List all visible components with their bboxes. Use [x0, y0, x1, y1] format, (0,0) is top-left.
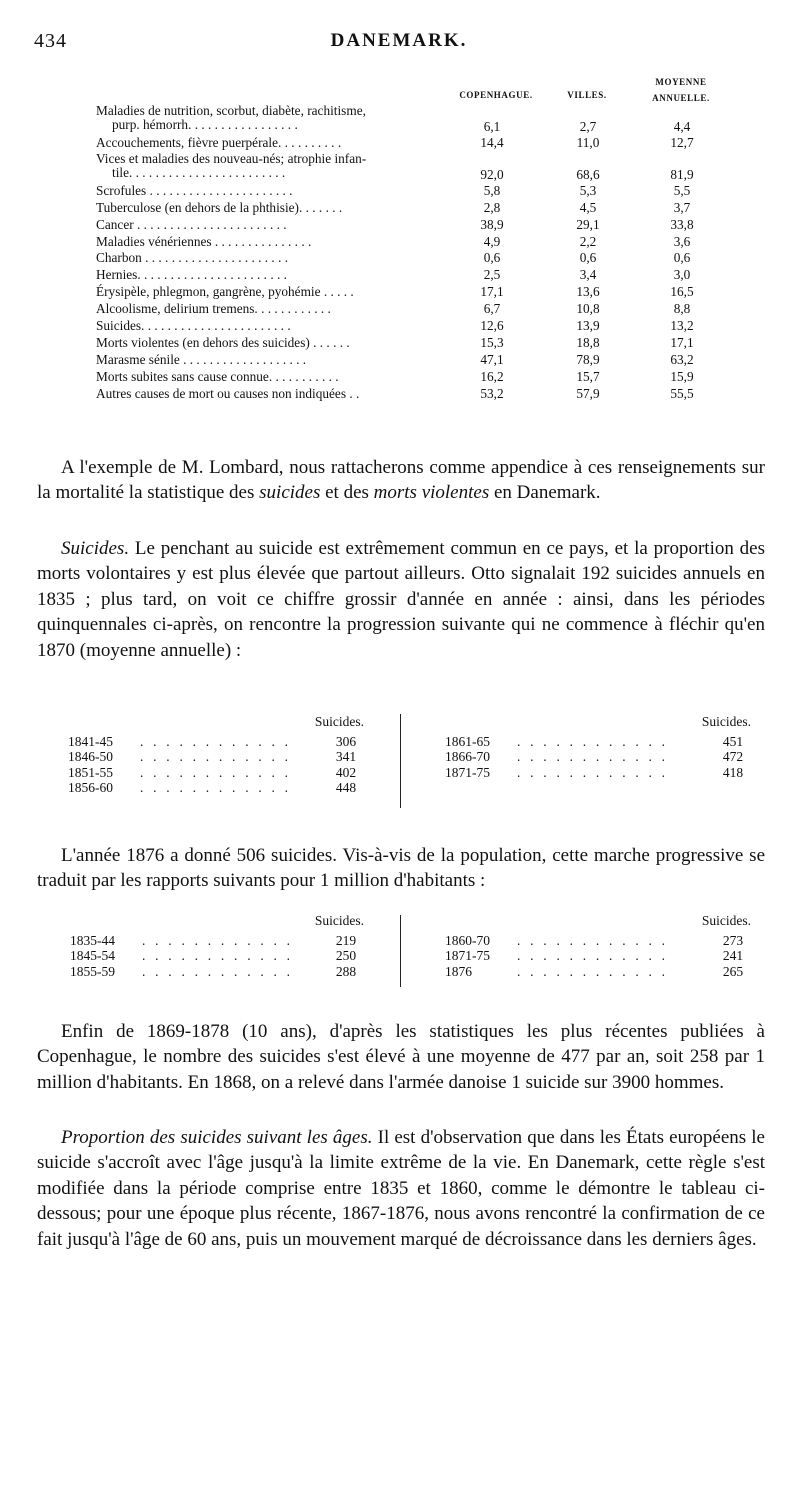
row-value: 17,1 [670, 334, 694, 350]
row-value: 0,6 [483, 250, 501, 266]
row-value: 14,4 [480, 135, 504, 150]
period-label: 1851-55 [68, 764, 113, 780]
row-label: Suicides. . . . . . . . . . . . . . . . . . . . . . . [96, 318, 291, 334]
row-value: 6,1 [483, 119, 501, 134]
suicide-count: 341 [335, 749, 357, 765]
row-value: 29,1 [576, 216, 600, 232]
suicide-count: 448 [335, 780, 357, 796]
row-label: Accouchements, fièvre puerpérale. . . . . . . . . . [96, 135, 342, 150]
suicide-count: 472 [722, 749, 744, 765]
suicides-rate-table-right [445, 913, 751, 979]
row-value: 11,0 [576, 135, 600, 150]
table-row [445, 749, 751, 764]
row-label: Scrofules . . . . . . . . . . . . . . . . . . . . . . [96, 182, 293, 198]
dot-leader: . . . . . . . . . . . . [140, 749, 292, 765]
period-label: 1871-75 [445, 948, 490, 964]
period-label: 1835-44 [70, 933, 115, 948]
row-value: 0,6 [673, 250, 691, 266]
row-value: 4,9 [483, 233, 501, 249]
row-value: 63,2 [670, 351, 694, 367]
dot-leader: . . . . . . . . . . . . [517, 749, 669, 765]
row-label: Cancer . . . . . . . . . . . . . . . . . . . . . . . [96, 216, 287, 232]
period-label: 1841-45 [68, 734, 113, 749]
period-label: 1845-54 [70, 948, 115, 964]
row-label: Alcoolisme, delirium tremens. . . . . . . . . . . . [96, 301, 331, 317]
row-value: 3,6 [673, 233, 691, 249]
period-label: 1846-50 [68, 749, 113, 765]
row-label: Charbon . . . . . . . . . . . . . . . . . . . . . . [96, 250, 289, 266]
row-value: 92,0 [480, 166, 504, 182]
row-value: 2,2 [579, 233, 597, 249]
page-number: 434 [34, 30, 67, 52]
row-value: 53,2 [480, 385, 504, 401]
row-value: 5,8 [483, 182, 501, 198]
row-value: 2,7 [579, 119, 597, 134]
suicides-header: Suicides. [314, 714, 364, 729]
dot-leader: . . . . . . . . . . . . [142, 948, 294, 964]
table-row [445, 948, 751, 963]
suicide-count: 241 [722, 948, 744, 964]
row-value: 57,9 [576, 385, 600, 401]
row-value: 3,0 [673, 267, 691, 283]
table-row [96, 284, 726, 301]
table-row [96, 267, 726, 284]
mortality-table [96, 66, 726, 402]
table-row [68, 765, 364, 780]
row-label: Vices et maladies des nouveau-nés; atrophie infan- tile. . . . . . . . . . . . . . . . . . . . . . . . [96, 151, 367, 180]
row-value: 10,8 [576, 301, 600, 317]
row-value: 0,6 [579, 250, 597, 266]
row-label: Hernies. . . . . . . . . . . . . . . . . . . . . . . [96, 267, 287, 283]
paragraph-1876: L'année 1876 a donné 506 suicides. Vis-à-vis de la population, cette marche progressive se traduit par les rapports suivants pour 1 million d'habitants : [37, 845, 765, 892]
suicide-count: 219 [335, 933, 357, 948]
table-row [96, 369, 726, 386]
suicide-count: 306 [335, 734, 357, 749]
table-row [96, 352, 726, 369]
row-label: Marasme sénile . . . . . . . . . . . . . . . . . . . [96, 351, 307, 367]
row-value: 3,4 [579, 267, 597, 283]
row-value: 17,1 [480, 284, 504, 300]
dot-leader: . . . . . . . . . . . . [517, 764, 669, 780]
column-header-copenhague: COPENHAGUE. [459, 90, 533, 100]
period-label: 1876 [445, 963, 472, 979]
period-label: 1871-75 [445, 764, 490, 780]
mortality-table-header [96, 66, 726, 104]
period-label: 1866-70 [445, 749, 490, 765]
period-label: 1860-70 [445, 933, 490, 948]
suicides-header: Suicides. [701, 913, 751, 928]
dot-leader: . . . . . . . . . . . . [517, 963, 669, 979]
suicides-header: Suicides. [314, 913, 364, 928]
suicide-count: 273 [722, 933, 744, 948]
emphasis-morts-violentes: morts violentes [373, 482, 490, 504]
dot-leader: . . . . . . . . . . . . [517, 933, 669, 948]
table-row [96, 301, 726, 318]
row-value: 13,2 [670, 318, 694, 334]
row-value: 18,8 [576, 334, 600, 350]
row-label: Autres causes de mort ou causes non indiquées . . [96, 385, 360, 401]
period-label: 1855-59 [70, 963, 115, 979]
dot-leader: . . . . . . . . . . . . [140, 734, 292, 749]
row-value: 12,6 [480, 318, 504, 334]
table-row [68, 749, 364, 764]
table-row [445, 734, 751, 749]
table-row [96, 217, 726, 234]
suicides-rate-table-left [70, 913, 364, 979]
suicide-count: 451 [722, 734, 744, 749]
row-value: 15,9 [670, 368, 694, 384]
row-value: 78,9 [576, 351, 600, 367]
table-row [96, 104, 726, 135]
dot-leader: . . . . . . . . . . . . [140, 780, 292, 796]
row-value: 15,7 [576, 368, 600, 384]
suicide-count: 250 [335, 948, 357, 964]
section-heading-suicides: Suicides. [61, 538, 130, 559]
table-row [445, 765, 751, 780]
dot-leader: . . . . . . . . . . . . [142, 933, 294, 948]
table-row [445, 933, 751, 948]
row-label: Maladies vénériennes . . . . . . . . . . . . . . . [96, 233, 312, 249]
row-value: 16,5 [670, 284, 694, 300]
emphasis-suicides: suicides [259, 482, 321, 504]
row-value: 38,9 [480, 216, 504, 232]
row-label: Morts violentes (en dehors des suicides) . . . . . . [96, 334, 350, 350]
table-row [96, 335, 726, 352]
table-row [96, 250, 726, 267]
running-title: DANEMARK. [330, 30, 468, 51]
period-label: 1856-60 [68, 780, 113, 796]
table-row [96, 152, 726, 183]
paragraph-appendix: A l'exemple de M. Lombard, nous rattacherons comme appendice à ces renseignements sur la mortalité la statistique des suicides et des morts violentes en Danemark. [37, 457, 765, 504]
table-row [68, 780, 364, 795]
table-row [70, 933, 364, 948]
column-header-villes: VILLES. [567, 90, 607, 100]
table-row [96, 135, 726, 152]
row-value: 4,4 [673, 119, 691, 134]
row-value: 3,7 [673, 199, 691, 215]
period-label: 1861-65 [445, 734, 490, 749]
row-value: 55,5 [670, 385, 694, 401]
row-value: 8,8 [673, 301, 691, 317]
suicides-header: Suicides. [701, 714, 751, 729]
row-value: 4,5 [579, 199, 597, 215]
row-value: 47,1 [480, 351, 504, 367]
suicide-count: 402 [335, 764, 357, 780]
table-row [96, 318, 726, 335]
table-divider [400, 915, 401, 987]
dot-leader: . . . . . . . . . . . . [517, 734, 669, 749]
table-row [96, 234, 726, 251]
paragraph-ages: Proportion des suicides suivant les âges. Il est d'observation que dans les États européens le suicide s'accroît avec l'âge jusqu'à la limite extrême de la vie. En Danemark, cette règle s'est modifiée dans la période comprise entre 1835 et 1860, comme le démontre le tableau ci-dessous; pour une époque plus récente, 1867-1876, nous avons rencontré la confirmation de ce fait jusqu'à l'âge de 60 ans, puis un mouvement marqué de décroissance dans les derniers âges. [37, 1127, 765, 1250]
row-value: 68,6 [576, 166, 600, 182]
row-value: 15,3 [480, 334, 504, 350]
row-value: 13,9 [576, 318, 600, 334]
table-row [96, 386, 726, 403]
table-row [70, 948, 364, 963]
row-label: Maladies de nutrition, scorbut, diabète, rachitisme, purp. hémorrh. . . . . . . . . . . . . . . . . [96, 104, 366, 132]
row-value: 5,5 [673, 182, 691, 198]
suicide-count: 265 [722, 963, 744, 979]
paragraph-suicides: Suicides. Le penchant au suicide est extrêmement commun en ce pays, et la proportion des morts volontaires y est plus élevée que partout ailleurs. Otto signalait 192 suicides annuels en 1835 ; plus tard, on voit ce chiffre grossir d'année en année : ainsi, dans les périodes quinquennales ci-après, on rencontre la progression suivante qui ne commence à fléchir qu'en 1870 (moyenne annuelle) : [37, 538, 765, 661]
suicide-count: 288 [335, 963, 357, 979]
row-value: 13,6 [576, 284, 600, 300]
mortality-table-body [96, 104, 726, 402]
row-label: Morts subites sans cause connue. . . . . . . . . . . [96, 368, 339, 384]
column-header-moyenne: MOYENNE ANNUELLE. [652, 77, 710, 103]
row-value: 2,8 [483, 199, 501, 215]
paragraph-1869-1878: Enfin de 1869-1878 (10 ans), d'après les statistiques les plus récentes publiées à Copenhague, le nombre des suicides s'est élevé à une moyenne de 477 par an, soit 258 par 1 million d'habitants. En 1868, on a relevé dans l'armée danoise 1 suicide sur 3900 hommes. [37, 1021, 765, 1093]
table-row [96, 183, 726, 200]
table-divider [400, 714, 401, 808]
row-value: 6,7 [483, 301, 501, 317]
row-value: 12,7 [670, 135, 694, 150]
table-row [445, 964, 751, 979]
suicides-table-right [445, 714, 751, 780]
table-row [96, 200, 726, 217]
suicides-table-left [68, 714, 364, 796]
row-value: 33,8 [670, 216, 694, 232]
row-value: 16,2 [480, 368, 504, 384]
dot-leader: . . . . . . . . . . . . [142, 963, 294, 979]
page-header [34, 30, 764, 56]
dot-leader: . . . . . . . . . . . . [517, 948, 669, 964]
row-value: 2,5 [483, 267, 501, 283]
dot-leader: . . . . . . . . . . . . [140, 764, 292, 780]
table-row [70, 964, 364, 979]
row-label: Érysipèle, phlegmon, gangrène, pyohémie . . . . . [96, 284, 354, 300]
suicide-count: 418 [722, 764, 744, 780]
row-label: Tuberculose (en dehors de la phthisie). . . . . . . [96, 199, 343, 215]
row-value: 5,3 [579, 182, 597, 198]
table-row [68, 734, 364, 749]
section-heading-ages: Proportion des suicides suivant les âges. [61, 1127, 373, 1148]
row-value: 81,9 [670, 166, 694, 182]
